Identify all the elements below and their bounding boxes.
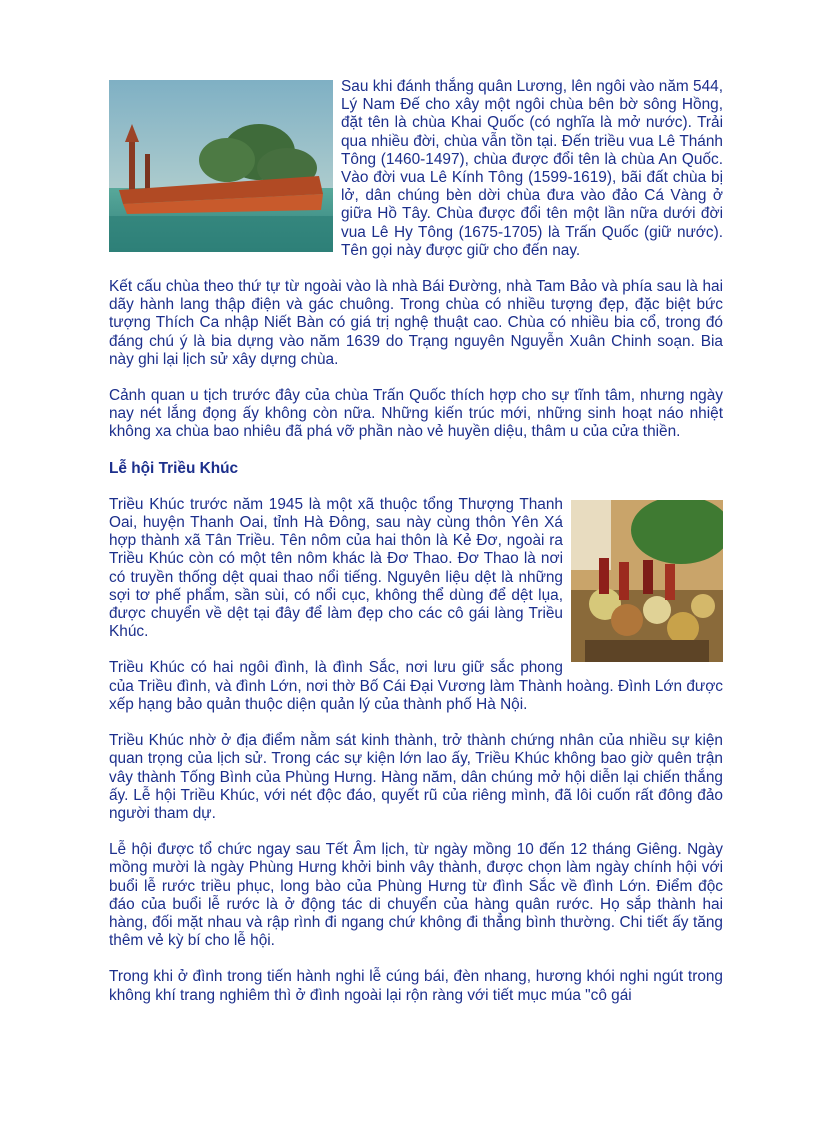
- paragraph-pagoda-landscape: Cảnh quan u tịch trước đây của chùa Trấn Quốc thích hợp cho sự tĩnh tâm, nhưng ngày nay nét lắng đọng ấy không còn nữa. Những kiến trúc mới, những sinh hoạt náo nhiệt không xa chùa bao nhiêu đã phá vỡ phần nào vẻ huyền diệu, thâm u của cửa thiền.: [109, 387, 723, 441]
- document-body: [109, 78, 723, 1023]
- paragraph-historical-witness: Triều Khúc nhờ ở địa điểm nằm sát kinh thành, trở thành chứng nhân của nhiều sự kiện quan trọng của lịch sử. Trong các sự kiện lớn lao ấy, Triều Khúc không bao giờ quên trận vây thành Tống Bình của Phùng Hưng. Hàng năm, dân chúng mở hội diễn lại chiến thắng ấy. Lễ hội Triều Khúc, với nét độc đáo, quyết rũ của riêng mình, đã lôi cuốn rất đông đảo người tham dự.: [109, 732, 723, 822]
- paragraph-two-communal-houses: Triều Khúc có hai ngôi đình, là đình Sắc, nơi lưu giữ sắc phong của Triều đình, và đình Lớn, nơi thờ Bố Cái Đại Vương làm Thành hoàng. Đình Lớn được xếp hạng bảo quản thuộc diện quản lý của thành phố Hà Nội.: [109, 659, 723, 713]
- tran-quoc-pagoda-photo: [109, 80, 333, 252]
- paragraph-trieu-khuc-origin: Triều Khúc trước năm 1945 là một xã thuộc tổng Thượng Thanh Oai, huyện Thanh Oai, tỉnh Hà Đông, sau này cùng thôn Yên Xá hợp thành xã Tân Triều. Tên nôm của hai thôn là Kẻ Đơ, ngoài ra Triều Khúc còn có một tên nôm khác là Đơ Thao. Đơ Thao là nơi có truyền thống dệt quai thao nổi tiếng. Nguyên liệu dệt là những sợi tơ phế phẩm, sần sùi, có nổi cục, không thể dùng để dệt lụa, được chuyển về dệt tại đây để làm đẹp cho các cô gái làng Triều Khúc.: [109, 495, 563, 641]
- paragraph-festival-schedule: Lễ hội được tổ chức ngay sau Tết Âm lịch, từ ngày mồng 10 đến 12 tháng Giêng. Ngày mồng mười là ngày Phùng Hưng khởi binh vây thành, được chọn làm ngày chính hội với buổi lễ rước triều phục, long bào của Phùng Hưng từ đình Sắc về đình Lớn. Điểm độc đáo của buổi lễ rước là ở động tác di chuyển của hàng quân rước. Họ sắp thành hai hàng, đối mặt nhau và rập rình đi ngang chứ không đi thẳng bình thường. Chi tiết ấy tăng thêm vẻ kỳ bí cho lễ hội.: [109, 841, 723, 950]
- paragraph-ceremony: Trong khi ở đình trong tiến hành nghi lễ cúng bái, đèn nhang, hương khói nghi ngút trong không khí trang nghiêm thì ở đình ngoài lại rộn ràng với tiết mục múa "cô gái: [109, 968, 723, 1004]
- paragraph-pagoda-structure: Kết cấu chùa theo thứ tự từ ngoài vào là nhà Bái Đường, nhà Tam Bảo và phía sau là hai dãy hành lang thập điện và gác chuông. Trong chùa có nhiều tượng đẹp, đặc biệt bức tượng Thích Ca nhập Niết Bàn có giá trị nghệ thuật cao. Chùa có nhiều bia cổ, trong đó đáng chú ý là bia dựng vào năm 1639 do Trạng nguyên Nguyễn Xuân Chinh soạn. Bia này ghi lại lịch sử xây dựng chùa.: [109, 278, 723, 368]
- section-heading: Lễ hội Triều Khúc: [109, 459, 239, 477]
- paragraph-khai-quoc-history: Sau khi đánh thắng quân Lương, lên ngôi vào năm 544, Lý Nam Đế cho xây một ngôi chùa bên bờ sông Hồng, đặt tên là chùa Khai Quốc (có nghĩa là mở nước). Trải qua nhiều đời, chùa vẫn tồn tại. Đến triều vua Lê Thánh Tông (1460-1497), chùa được đổi tên là chùa An Quốc. Vào đời vua Lê Kính Tông (1599-1619), bãi đất chùa bị lở, dân chúng bèn dời chùa đưa vào đảo Cá Vàng ở giữa Hồ Tây. Chùa được đổi tên một lần nữa dưới đời vua Lê Hy Tông (1675-1705) là Trấn Quốc (giữ nước). Tên gọi này được giữ cho đến nay.: [341, 78, 723, 259]
- trieu-khuc-festival-photo: [571, 500, 723, 662]
